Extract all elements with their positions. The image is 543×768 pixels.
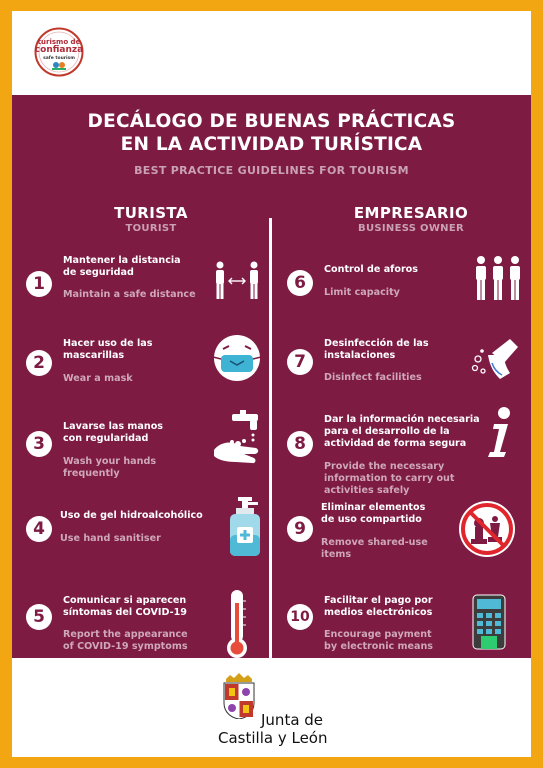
item-text-es: Control de aforos [324, 264, 418, 275]
item-text-es: Hacer uso de las mascarillas [63, 338, 153, 361]
item-text-en: Report the appearance of COVID-19 symptoms [63, 629, 188, 652]
item-text-es: Lavarse las manos con regularidad [63, 421, 164, 444]
social-distance-icon [212, 261, 262, 301]
item-number-badge: 8 [287, 431, 313, 457]
disinfect-spray-icon [470, 333, 520, 383]
people-group-icon [474, 255, 522, 301]
item-number-badge: 9 [287, 516, 313, 542]
thermometer-icon [224, 589, 250, 659]
column-title-tourist: TURISTA [114, 204, 188, 222]
card-terminal-icon [472, 594, 506, 650]
item-text-es: Facilitar el pago por medios electrónicos [324, 595, 433, 618]
item-text-en: Wash your hands frequently [63, 456, 157, 479]
title-line-1: DECÁLOGO DE BUENAS PRÁCTICAS [87, 111, 456, 132]
item-text-en: Disinfect facilities [324, 372, 422, 383]
face-mask-icon [210, 333, 264, 383]
poster [12, 11, 531, 757]
item-text-es: Comunicar si aparecen síntomas del COVID-19 [63, 595, 187, 618]
item-number-badge: 2 [26, 350, 52, 376]
column-title-owner: EMPRESARIO [353, 204, 469, 222]
item-text-en: Wear a mask [63, 373, 133, 384]
item-number-badge: 4 [26, 516, 52, 542]
item-text-es: Mantener la distancia de seguridad [63, 255, 181, 278]
title-line-2: EN LA ACTIVIDAD TURÍSTICA [120, 134, 423, 155]
item-text-en: Provide the necessary information to carry out activities safely [324, 461, 455, 496]
information-icon [482, 406, 516, 458]
no-shared-items-icon [457, 499, 517, 559]
column-divider [269, 218, 272, 658]
logo-text-3: safe tourism [43, 56, 75, 61]
item-number-badge: 10 [287, 604, 313, 630]
sanitizer-bottle-icon [228, 497, 262, 557]
item-text-es: Dar la información necesaria para el desarrollo de la actividad de forma segura [324, 414, 480, 449]
item-number-badge: 3 [26, 431, 52, 457]
item-text-en: Maintain a safe distance [63, 289, 196, 300]
hand-washing-icon [210, 410, 266, 470]
item-text-es: Uso de gel hidroalcohólico [60, 510, 203, 521]
logo-text-1: turismo de [37, 38, 81, 46]
item-text-es: Eliminar elementos de uso compartido [321, 502, 426, 525]
column-subtitle-owner: BUSINESS OWNER [358, 223, 464, 234]
item-text-en: Limit capacity [324, 287, 400, 298]
column-header-owner [311, 204, 511, 234]
footer-text-line-2: Castilla y León [218, 729, 328, 747]
guidelines-panel [12, 95, 531, 658]
item-text-es: Desinfección de las instalaciones [324, 338, 429, 361]
item-text-en: Encourage payment by electronic means [324, 629, 434, 652]
page-subtitle: BEST PRACTICE GUIDELINES FOR TOURISM [134, 164, 409, 177]
item-number-badge: 1 [26, 271, 52, 297]
safe-tourism-logo [34, 27, 84, 77]
item-text-en: Use hand sanitiser [60, 533, 161, 544]
item-number-badge: 5 [26, 604, 52, 630]
item-text-en: Remove shared-use items [321, 537, 428, 560]
logo-text-2: confianza [34, 45, 84, 55]
column-subtitle-tourist: TOURIST [125, 223, 177, 234]
item-number-badge: 7 [287, 349, 313, 375]
footer-text-line-1: Junta de [261, 711, 324, 729]
item-number-badge: 6 [287, 270, 313, 296]
column-header-tourist [51, 204, 251, 234]
page-title [12, 110, 531, 156]
coat-of-arms-icon [220, 673, 258, 719]
